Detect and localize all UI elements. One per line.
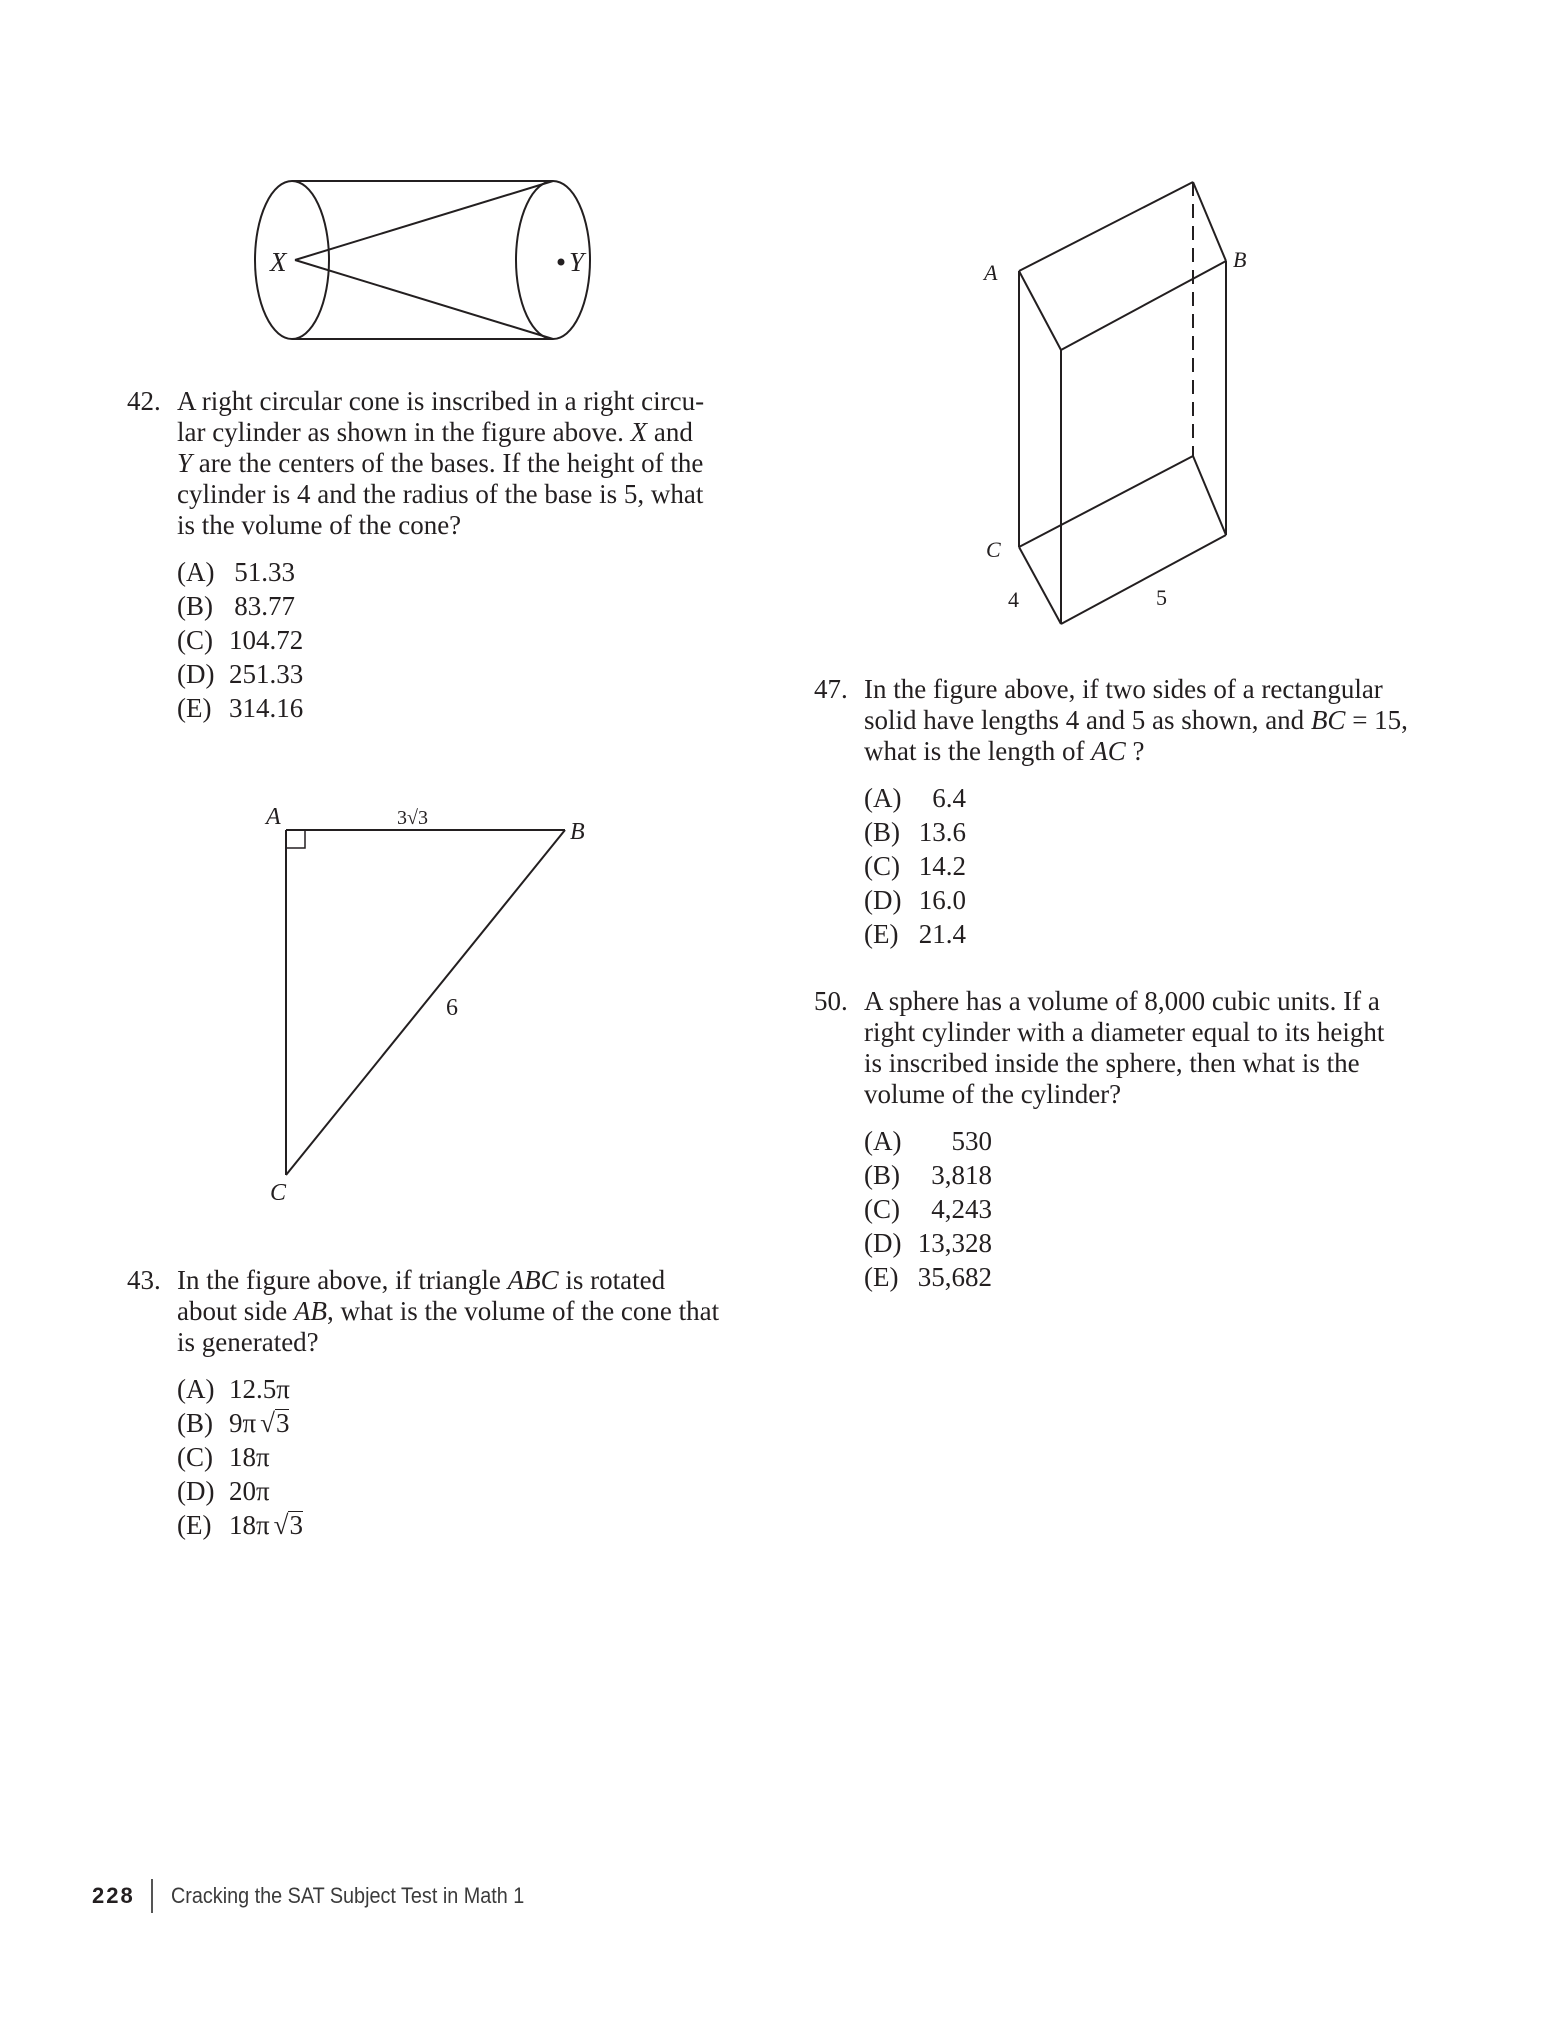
question-line: is generated? xyxy=(177,1327,319,1357)
vertex-b-label: B xyxy=(570,819,585,845)
choice-letter: (E) xyxy=(864,919,899,949)
cylinder-cone-figure xyxy=(255,180,605,350)
choice-value: 9π xyxy=(229,1408,257,1438)
label-y: Y xyxy=(569,247,585,277)
label-x: X xyxy=(270,247,287,277)
vertex-a-label: A xyxy=(984,260,998,285)
vertex-c-label: C xyxy=(270,1180,287,1206)
question-line: A sphere has a volume of 8,000 cubic units. If a xyxy=(864,986,1380,1016)
choice-value: 4,243 xyxy=(931,1194,992,1224)
choice-letter: (E) xyxy=(177,1510,212,1540)
question-line: what is the length of AC ? xyxy=(864,736,1145,766)
question-43 xyxy=(127,1265,777,1542)
choice-e[interactable] xyxy=(177,1508,777,1542)
side-ab-length: 3√3 xyxy=(397,807,428,829)
bottom-width-edge xyxy=(1061,535,1226,624)
choice-letter: (A) xyxy=(864,1126,902,1156)
page-number: 228 xyxy=(92,1883,135,1908)
choice-letter: (A) xyxy=(864,783,902,813)
question-50 xyxy=(814,986,1454,1294)
choice-value: 3,818 xyxy=(931,1160,992,1190)
footer-divider xyxy=(151,1879,153,1913)
triangle-svg xyxy=(260,790,590,1210)
choice-value: 6.4 xyxy=(932,783,966,813)
choice-value: 83.77 xyxy=(234,591,295,621)
question-number: 42. xyxy=(127,386,161,416)
depth-length: 4 xyxy=(1008,587,1019,612)
choice-letter: (B) xyxy=(864,1160,900,1190)
choice-letter: (B) xyxy=(177,1408,213,1438)
choice-a[interactable] xyxy=(177,555,767,589)
question-42 xyxy=(127,386,767,725)
question-line: volume of the cylinder? xyxy=(864,1079,1122,1109)
choice-value: 314.16 xyxy=(229,693,304,723)
choice-b[interactable] xyxy=(864,1158,1454,1192)
question-number: 43. xyxy=(127,1265,161,1295)
choice-value: 51.33 xyxy=(234,557,295,587)
choice-b[interactable] xyxy=(177,1406,777,1440)
choice-letter: (D) xyxy=(177,659,215,689)
answer-choices xyxy=(864,781,1454,951)
question-line: about side AB, what is the volume of the cone that xyxy=(177,1296,720,1326)
choice-value: 13,328 xyxy=(917,1228,992,1258)
choice-value: 12.5π xyxy=(229,1374,290,1404)
top-right-edge xyxy=(1193,182,1226,261)
choice-value: 530 xyxy=(951,1126,992,1156)
choice-letter: (E) xyxy=(177,693,212,723)
book-title: Cracking the SAT Subject Test in Math 1 xyxy=(170,1883,524,1908)
radicand: 3 xyxy=(289,1510,303,1540)
question-line: In the figure above, if triangle ABC is rotated xyxy=(177,1265,666,1295)
choice-letter: (B) xyxy=(177,591,213,621)
choice-d[interactable] xyxy=(864,883,1454,917)
choice-value: 16.0 xyxy=(918,885,966,915)
right-angle-marker xyxy=(286,830,305,848)
choice-value: 35,682 xyxy=(917,1262,992,1292)
question-47 xyxy=(814,674,1454,951)
sqrt-symbol: √3 xyxy=(260,1408,290,1438)
choice-e[interactable] xyxy=(864,1260,1454,1294)
choice-letter: (D) xyxy=(864,885,902,915)
question-line: In the figure above, if two sides of a rectangular xyxy=(864,674,1383,704)
question-text xyxy=(177,386,767,541)
bottom-right-edge xyxy=(1193,456,1226,535)
choice-e[interactable] xyxy=(864,917,1454,951)
cylinder-cone-svg xyxy=(255,180,605,350)
top-left-edge xyxy=(1019,271,1061,350)
top-front-edge xyxy=(1061,261,1226,350)
answer-choices xyxy=(864,1124,1454,1294)
question-line: lar cylinder as shown in the figure above. X and xyxy=(177,417,693,447)
choice-letter: (A) xyxy=(177,557,215,587)
choice-letter: (C) xyxy=(864,851,900,881)
choice-letter: (C) xyxy=(177,625,213,655)
choice-a[interactable] xyxy=(864,781,1454,815)
question-number: 50. xyxy=(814,986,848,1016)
choice-letter: (A) xyxy=(177,1374,215,1404)
question-text xyxy=(864,674,1454,767)
choice-c[interactable] xyxy=(177,623,767,657)
choice-value: 14.2 xyxy=(918,851,966,881)
choice-value: 21.4 xyxy=(918,919,966,949)
choice-letter: (D) xyxy=(864,1228,902,1258)
question-line: Y are the centers of the bases. If the height of the xyxy=(177,448,704,478)
choice-value: 20π xyxy=(229,1476,270,1506)
question-number: 47. xyxy=(814,674,848,704)
choice-value: 13.6 xyxy=(918,817,966,847)
question-line: cylinder is 4 and the radius of the base is 5, what xyxy=(177,479,704,509)
cone-upper-slant xyxy=(295,181,553,260)
bottom-depth-edge xyxy=(1019,547,1061,624)
question-line: A right circular cone is inscribed in a right circu- xyxy=(177,386,705,416)
question-line: solid have lengths 4 and 5 as shown, and BC = 15, xyxy=(864,705,1408,735)
cone-lower-slant xyxy=(295,260,553,339)
choice-c[interactable] xyxy=(864,1192,1454,1226)
side-bc-length: 6 xyxy=(446,995,458,1021)
choice-letter: (C) xyxy=(864,1194,900,1224)
bottom-back-edge xyxy=(1019,456,1193,547)
choice-c[interactable] xyxy=(177,1440,777,1474)
choice-letter: (D) xyxy=(177,1476,215,1506)
answer-choices xyxy=(177,1372,777,1542)
cylinder-left-base xyxy=(255,181,329,339)
choice-d[interactable] xyxy=(177,1474,777,1508)
choice-b[interactable] xyxy=(177,589,767,623)
prism-svg xyxy=(980,175,1260,635)
choice-e[interactable] xyxy=(177,691,767,725)
choice-d[interactable] xyxy=(864,1226,1454,1260)
rectangular-solid-figure xyxy=(980,175,1260,635)
choice-a[interactable] xyxy=(864,1124,1454,1158)
choice-letter: (C) xyxy=(177,1442,213,1472)
choice-d[interactable] xyxy=(177,657,767,691)
question-text xyxy=(864,986,1454,1110)
choice-b[interactable] xyxy=(864,815,1454,849)
radicand: 3 xyxy=(275,1408,290,1438)
side-bc xyxy=(286,830,565,1175)
question-line: right cylinder with a diameter equal to its height xyxy=(864,1017,1385,1047)
sqrt-symbol: √3 xyxy=(273,1510,303,1540)
vertex-c-label: C xyxy=(986,537,1001,562)
question-text xyxy=(177,1265,777,1358)
top-back-edge xyxy=(1019,182,1193,271)
center-y-point xyxy=(558,259,565,266)
choice-value: 18π xyxy=(229,1510,270,1540)
choice-c[interactable] xyxy=(864,849,1454,883)
question-line: is the volume of the cone? xyxy=(177,510,462,540)
choice-letter: (B) xyxy=(864,817,900,847)
vertex-a-label: A xyxy=(266,804,281,830)
choice-value: 251.33 xyxy=(229,659,304,689)
answer-choices xyxy=(177,555,767,725)
choice-value: 18π xyxy=(229,1442,270,1472)
choice-value: 104.72 xyxy=(229,625,304,655)
triangle-abc-figure xyxy=(260,790,590,1210)
choice-a[interactable] xyxy=(177,1372,777,1406)
vertex-b-label: B xyxy=(1233,247,1247,272)
width-length: 5 xyxy=(1156,585,1167,610)
page-footer xyxy=(92,1876,563,1916)
choice-letter: (E) xyxy=(864,1262,899,1292)
question-line: is inscribed inside the sphere, then what is the xyxy=(864,1048,1360,1078)
